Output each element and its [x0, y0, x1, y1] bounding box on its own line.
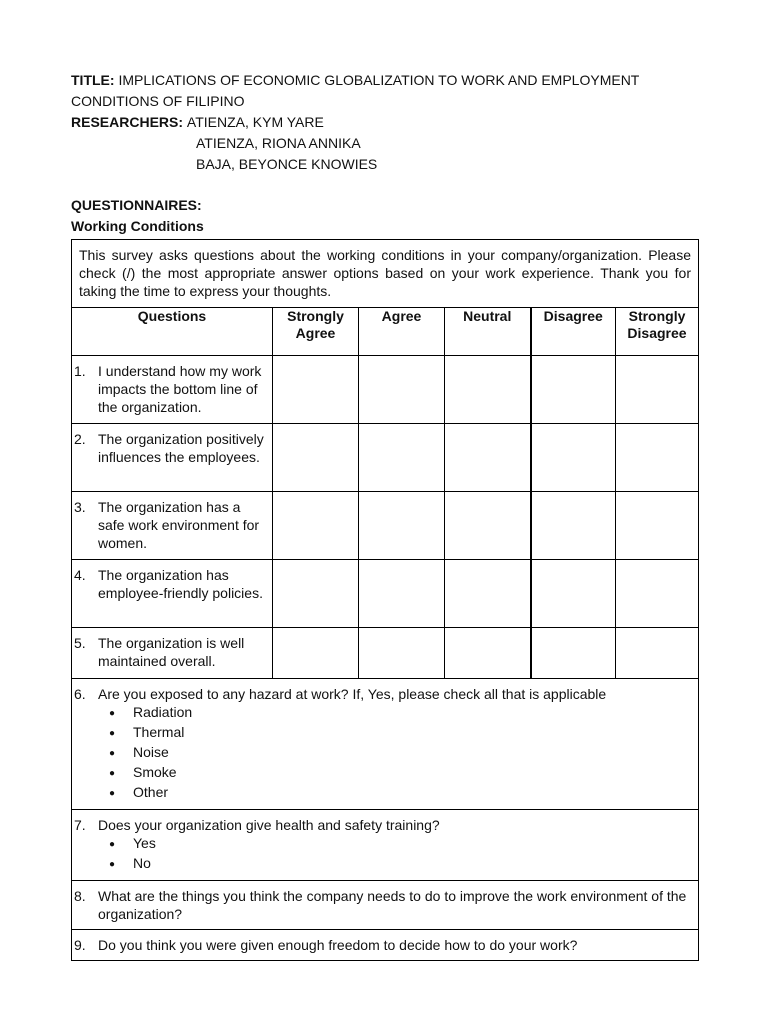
- answer-cell-agree[interactable]: [359, 356, 445, 424]
- option-noise[interactable]: ● Noise: [109, 743, 692, 763]
- question-number: 1.: [74, 363, 86, 379]
- question-text: What are the things you think the company needs to do to improve the work environment of the organization?: [98, 888, 687, 922]
- option-smoke[interactable]: ● Smoke: [109, 763, 692, 783]
- question-cell: [72, 560, 273, 628]
- answer-cell-disagree[interactable]: [531, 560, 616, 628]
- table-row: [72, 356, 699, 424]
- answer-cell-strongly-agree[interactable]: [273, 628, 359, 679]
- answer-cell-disagree[interactable]: [531, 356, 616, 424]
- question-cell: [72, 930, 699, 961]
- table-header-row: [72, 308, 699, 356]
- answer-cell-strongly-disagree[interactable]: [616, 492, 699, 560]
- answer-cell-strongly-agree[interactable]: [273, 560, 359, 628]
- answer-cell-strongly-disagree[interactable]: [616, 356, 699, 424]
- question-text: Are you exposed to any hazard at work? If, Yes, please check all that is applicable: [98, 686, 607, 702]
- question-cell: [72, 356, 273, 424]
- option-radiation[interactable]: ● Radiation: [109, 703, 692, 723]
- table-row: [72, 679, 699, 810]
- question-cell: [72, 492, 273, 560]
- table-row: [72, 810, 699, 881]
- answer-cell-strongly-disagree[interactable]: [616, 424, 699, 492]
- researchers-line-3: [71, 154, 698, 175]
- column-header-questions: Questions: [72, 308, 273, 356]
- answer-cell-neutral[interactable]: [445, 628, 531, 679]
- answer-cell-agree[interactable]: [359, 424, 445, 492]
- answer-cell-neutral[interactable]: [445, 424, 531, 492]
- question-text: The organization is well maintained overall.: [98, 635, 245, 669]
- question-cell: [72, 679, 699, 810]
- researchers-line-2: [71, 133, 698, 154]
- question-cell: [72, 881, 699, 930]
- answer-cell-neutral[interactable]: [445, 356, 531, 424]
- table-row: [72, 930, 699, 961]
- answer-cell-strongly-agree[interactable]: [273, 424, 359, 492]
- survey-intro: This survey asks questions about the working conditions in your company/organization. Please check (/) the most appropriate answer options based on your work experience. Thank you for taking the time to express your thoughts.: [72, 240, 699, 308]
- question-number: 8.: [74, 888, 86, 904]
- table-row: [72, 424, 699, 492]
- answer-cell-strongly-disagree[interactable]: [616, 628, 699, 679]
- option-other[interactable]: ● Other: [109, 783, 692, 803]
- answer-cell-neutral[interactable]: [445, 560, 531, 628]
- question-number: 6.: [74, 686, 86, 702]
- column-header-neutral: Neutral: [445, 308, 531, 356]
- column-header-strongly-disagree: Strongly Disagree: [616, 308, 699, 356]
- question-cell: [72, 810, 699, 881]
- question-text: Do you think you were given enough freedom to decide how to do your work?: [98, 937, 578, 953]
- question-cell: [72, 628, 273, 679]
- column-header-strongly-agree: Strongly Agree: [273, 308, 359, 356]
- researchers-line-1: [71, 112, 698, 133]
- question-text: The organization has a safe work environment for women.: [98, 499, 260, 551]
- hazard-options-list: [74, 703, 692, 803]
- answer-cell-disagree[interactable]: [531, 628, 616, 679]
- researcher-name: ATIENZA, RIONA ANNIKA: [196, 135, 361, 151]
- answer-cell-agree[interactable]: [359, 492, 445, 560]
- title-text: IMPLICATIONS OF ECONOMIC GLOBALIZATION TO WORK AND EMPLOYMENT CONDITIONS OF FILIPINO: [71, 72, 640, 109]
- researcher-name: ATIENZA, KYM YARE: [186, 114, 324, 130]
- answer-cell-disagree[interactable]: [531, 424, 616, 492]
- answer-cell-strongly-disagree[interactable]: [616, 560, 699, 628]
- section-heading: QUESTIONNAIRES:: [71, 197, 202, 213]
- option-no[interactable]: ● No: [109, 854, 692, 874]
- option-yes[interactable]: ● Yes: [109, 834, 692, 854]
- researchers-label: RESEARCHERS:: [71, 114, 184, 130]
- answer-cell-strongly-agree[interactable]: [273, 492, 359, 560]
- section-subheading: Working Conditions: [71, 218, 204, 234]
- table-row: [72, 881, 699, 930]
- document-page: [71, 70, 698, 961]
- question-number: 2.: [74, 431, 86, 447]
- table-row: [72, 628, 699, 679]
- answer-cell-neutral[interactable]: [445, 492, 531, 560]
- question-number: 4.: [74, 567, 86, 583]
- researcher-name: BAJA, BEYONCE KNOWIES: [196, 156, 378, 172]
- answer-cell-agree[interactable]: [359, 560, 445, 628]
- question-text: I understand how my work impacts the bottom line of the organization.: [98, 363, 262, 415]
- question-number: 7.: [74, 817, 86, 833]
- question-number: 3.: [74, 499, 86, 515]
- table-row: [72, 492, 699, 560]
- column-header-disagree: Disagree: [531, 308, 616, 356]
- survey-table: [71, 239, 699, 961]
- training-options-list: [74, 834, 692, 874]
- answer-cell-strongly-agree[interactable]: [273, 356, 359, 424]
- question-cell: [72, 424, 273, 492]
- question-text: The organization has employee-friendly policies.: [98, 567, 263, 601]
- answer-cell-agree[interactable]: [359, 628, 445, 679]
- question-number: 9.: [74, 937, 86, 953]
- question-text: Does your organization give health and safety training?: [98, 817, 440, 833]
- option-thermal[interactable]: ● Thermal: [109, 723, 692, 743]
- column-header-agree: Agree: [359, 308, 445, 356]
- title-label: TITLE:: [71, 72, 115, 88]
- question-text: The organization positively influences the employees.: [98, 431, 264, 465]
- answer-cell-disagree[interactable]: [531, 492, 616, 560]
- research-title: [71, 70, 698, 112]
- table-row: [72, 560, 699, 628]
- question-number: 5.: [74, 635, 86, 651]
